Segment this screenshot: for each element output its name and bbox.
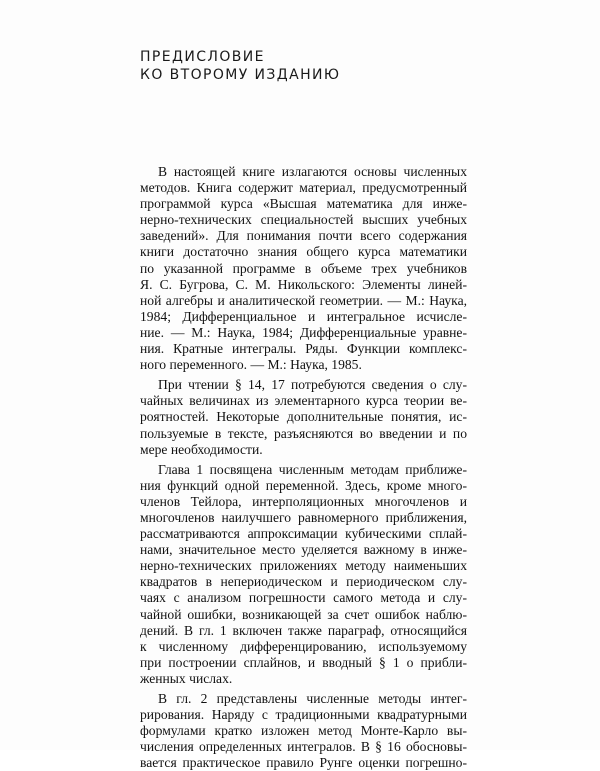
paragraph-4 <box>140 691 467 771</box>
preface-body <box>140 164 467 771</box>
text-line: женных числах. <box>140 670 233 686</box>
text-line: нами, значительное место уделяется важному в инже- <box>140 542 467 558</box>
paragraph-3 <box>140 462 467 687</box>
text-line: ного переменного. — М.: Наука, 1985. <box>140 357 362 373</box>
text-line: При чтении § 14, 17 потребуются сведения о слу- <box>158 377 467 393</box>
text-line: ния. Кратные интегралы. Ряды. Функции комплекс- <box>140 341 467 357</box>
heading-line-1: ПРЕДИСЛОВИЕ <box>140 49 265 65</box>
text-line: чайной ошибки, возникающей за счет ошибок наблю- <box>140 606 467 622</box>
text-line: рирования. Наряду с традиционными квадратурными <box>140 707 467 723</box>
paragraph-1 <box>140 164 467 373</box>
text-line: чайных величинах из элементарного курса теории ве- <box>140 393 467 409</box>
text-line: программой курса «Высшая математика для инже- <box>140 196 467 212</box>
heading-line-2: КО ВТОРОМУ ИЗДАНИЮ <box>140 67 341 83</box>
text-line: ной алгебры и аналитической геометрии. — М.: Наука, <box>140 292 467 308</box>
text-line: формулами кратко изложен метод Монте-Карло вы- <box>140 723 467 739</box>
text-line: многочленов наилучшего равномерного приближения, <box>140 509 467 525</box>
text-line: квадратов в непериодическом и периодическом слу- <box>140 574 467 590</box>
text-line: нерно-технических приложениях методу наименьших <box>140 558 467 574</box>
text-line: чаях с анализом погрешности самого метода и слу- <box>140 590 467 606</box>
text-line: ние. — М.: Наука, 1984; Дифференциальные уравне- <box>140 324 467 340</box>
text-line: дений. В гл. 1 включен также параграф, относящийся <box>140 622 467 638</box>
text-line: вается практическое правило Рунге оценки погрешно- <box>140 755 467 771</box>
text-line: к численному дифференцированию, используемому <box>140 638 467 654</box>
text-line: рассматриваются аппроксимации кубическими сплай- <box>140 526 467 542</box>
text-line: роятностей. Некоторые дополнительные понятия, ис- <box>140 409 467 425</box>
chapter-heading <box>140 48 340 84</box>
text-line: ния функций одной переменной. Здесь, кроме много- <box>140 477 467 493</box>
text-line: книги достаточно знания общего курса математики <box>140 244 467 260</box>
text-line: нерно-технических специальностей высших учебных <box>140 212 467 228</box>
text-line: по указанной программе в объеме трех учебников <box>140 260 467 276</box>
text-line: В настоящей книге излагаются основы численных <box>158 164 467 179</box>
paragraph-2 <box>140 377 467 457</box>
text-line: Глава 1 посвящена численным методам приближе- <box>158 461 467 477</box>
text-line: при построении сплайнов, и вводный § 1 о прибли- <box>140 654 467 670</box>
text-line: методов. Книга содержит материал, предусмотренный <box>140 180 467 196</box>
text-line: Я. С. Бугрова, С. М. Никольского: Элементы линей- <box>140 276 467 292</box>
text-line: членов Тейлора, интерполяционных многочленов и <box>140 493 467 509</box>
text-line: числения определенных интегралов. В § 16 обосновы- <box>140 739 467 755</box>
text-line: 1984; Дифференциальное и интегральное исчисле- <box>140 308 467 324</box>
text-line: заведений». Для понимания почти всего содержания <box>140 228 467 244</box>
text-line: В гл. 2 представлены численные методы интег- <box>158 691 467 706</box>
text-line: пользуемые в тексте, разъясняются во введении и по <box>140 425 467 441</box>
text-line: мере необходимости. <box>140 441 263 457</box>
